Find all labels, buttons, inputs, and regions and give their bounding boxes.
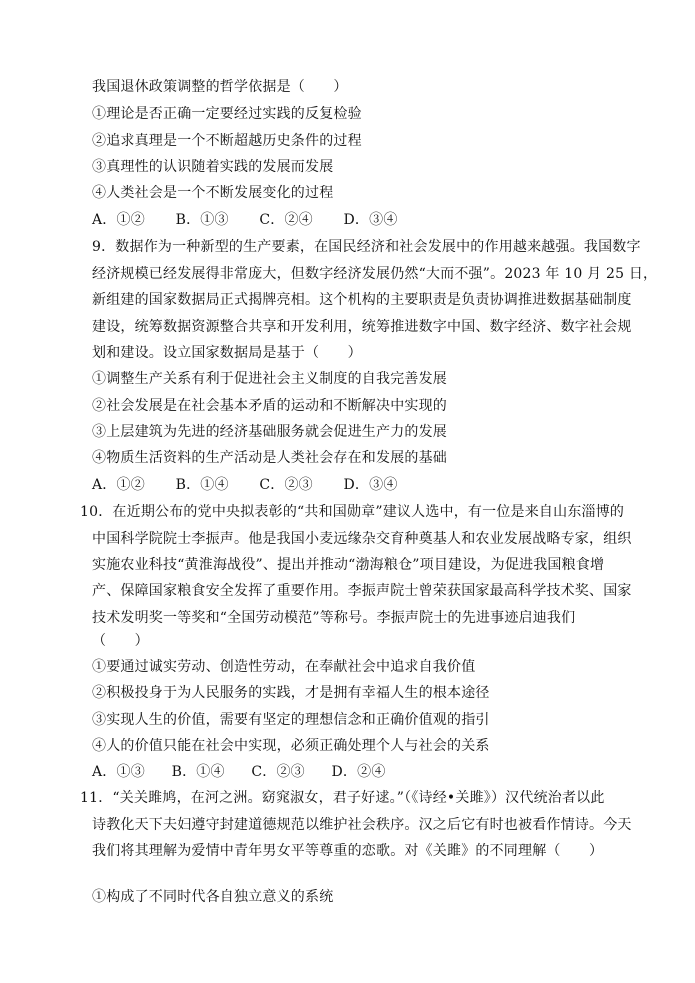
q10-line-5: 技术发明奖一等奖和“全国劳动模范”等称号。李振声院士的先进事迹启迪我们 [92, 610, 576, 626]
q8-stem: 我国退休政策调整的哲学依据是（ ） [92, 79, 348, 95]
q10-line-2: 中国科学院院士李振声。他是我国小麦远缘杂交育种奠基人和农业发展战略专家，组织 [92, 531, 632, 547]
q9-option-d: D．③④ [343, 477, 398, 493]
q10-line-3: 实施农业科技“黄淮海战役”、提出并推动“渤海粮仓”项目建设，为促进我国粮食增 [92, 557, 605, 573]
q8-item-1: ①理论是否正确一定要经过实践的反复检验 [92, 106, 362, 122]
q10-options [92, 763, 408, 781]
q9-line-5: 划和建设。设立国家数据局是基于（ ） [92, 345, 362, 361]
q10-option-d: D．②④ [331, 764, 386, 780]
q9-line-1: 9．数据作为一种新型的生产要素，在国民经济和社会发展中的作用越来越强。我国数字 [92, 239, 641, 255]
q9-line-2: 经济规模已经发展得非常庞大，但数字经济发展仍然“大而不强”。2023 年 10 月 25 日， [92, 266, 658, 282]
q8-item-4: ④人类社会是一个不断发展变化的过程 [92, 185, 334, 201]
q10-option-b: B．①④ [171, 764, 225, 780]
q9-options [92, 476, 424, 494]
q11-item-1: ①构成了不同时代各自独立意义的系统 [92, 889, 334, 905]
q8-option-c: C．②④ [259, 212, 313, 228]
q10-item-4: ④人的价值只能在社会中实现，必须正确处理个人与社会的关系 [92, 738, 490, 754]
q9-option-c: C．②③ [259, 477, 313, 493]
q8-options [92, 211, 424, 229]
q11-line-3: 我们将其理解为爱情中青年男女平等尊重的恋歌。对《关雎》的不同理解（ ） [92, 843, 604, 859]
q9-item-3: ③上层建筑为先进的经济基础服务就会促进生产力的发展 [92, 424, 447, 440]
q10-item-2: ②积极投身于为人民服务的实践，才是拥有幸福人生的根本途径 [92, 685, 490, 701]
q8-option-b: B．①③ [175, 212, 229, 228]
q10-item-3: ③实现人生的价值，需要有坚定的理想信念和正确价值观的指引 [92, 712, 490, 728]
q8-item-3: ③真理性的认识随着实践的发展而发展 [92, 159, 334, 175]
q9-line-4: 建设，统筹数据资源整合共享和开发利用，统筹推进数字中国、数字经济、数字社会规 [92, 319, 632, 335]
q11-line-1: 11．“关关雎鸠，在河之洲。窈窕淑女，君子好逑。”（《诗经•关雎》）汉代统治者以此 [80, 790, 605, 806]
q9-line-3: 新组建的国家数据局正式揭牌亮相。这个机构的主要职责是负责协调推进数据基础制度 [92, 292, 632, 308]
q9-item-4: ④物质生活资料的生产活动是人类社会存在和发展的基础 [92, 450, 447, 466]
q9-option-a: A．①② [92, 477, 145, 493]
q8-option-d: D．③④ [343, 212, 398, 228]
q11-line-2: 诗教化天下夫妇遵守封建道德规范以维护社会秩序。汉之后它有时也被看作情诗。今天 [92, 817, 632, 833]
q10-line-4: 产、保障国家粮食安全发挥了重要作用。李振声院士曾荣获国家最高科学技术奖、国家 [92, 583, 632, 599]
q8-option-a: A．①② [92, 212, 145, 228]
q9-item-1: ①调整生产关系有利于促进社会主义制度的自我完善发展 [92, 371, 447, 387]
q10-item-1: ①要通过诚实劳动、创造性劳动，在奉献社会中追求自我价值 [92, 659, 476, 675]
q9-item-2: ②社会发展是在社会基本矛盾的运动和不断解决中实现的 [92, 398, 447, 414]
q10-line-6: （ ） [92, 633, 149, 649]
q9-option-b: B．①④ [175, 477, 229, 493]
q8-item-2: ②追求真理是一个不断超越历史条件的过程 [92, 133, 362, 149]
q10-option-a: A．①③ [92, 764, 145, 780]
q10-option-c: C．②③ [251, 764, 305, 780]
q10-line-1: 10．在近期公布的党中央拟表彰的“共和国勋章”建议人选中，有一位是来自山东淄博的 [80, 504, 625, 520]
